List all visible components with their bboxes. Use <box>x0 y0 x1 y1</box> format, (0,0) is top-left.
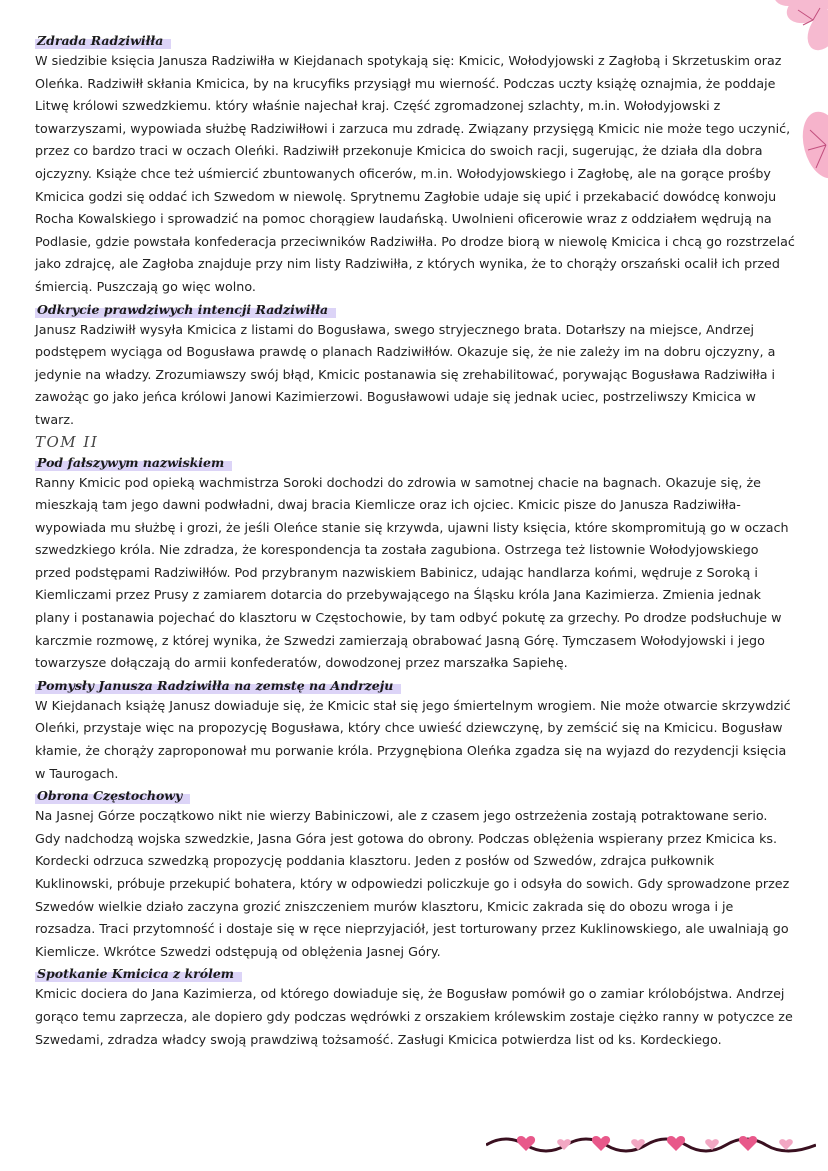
section-text: Kmicic dociera do Jana Kazimierza, od którego dowiaduje się, że Bogusław pomówił go o zamiar królobójstwa. Andrzej gorąco temu zaprzecza, ale dopiero gdy podczas wędrówki z orszakiem królewskim zostaje ciężko ranny w potyczce ze Szwedami, zdradza władcy swoją prawdziwą tożsamość. Zasługi Kmicica potwierdza list od ks. Kordeckiego. <box>35 986 793 1047</box>
section-heading: Spotkanie Kmicica z królem <box>35 965 242 983</box>
section <box>35 452 795 675</box>
section-text: Ranny Kmicic pod opieką wachmistrza Soroki dochodzi do zdrowia w samotnej chacie na bagnach. Okazuje się, że mieszkają tam jego dawni podwładni, dwaj bracia Kiemlicze oraz ich ojciec. Kmicic pisze do Janusza Radziwiłła- wypowiada mu służbę i grozi, że jeśli Oleńce stanie się krzywda, ujawni listy księcia, które skompromitują go w oczach szwedzkiego króla. Nie zdradza, że korespondencja ta została zagubiona. Ostrzega też listownie Wołodyjowskiego przed podstępami Radziwiłłów. Pod przybranym nazwiskiem Babinicz, udając handlarza końmi, wędruje z Soroką i Kiemliczami przez Prusy z zamiarem dotarcia do przebywającego na Śląsku króla Jana Kazimierza. Zmienia jednak plany i postanawia pojechać do klasztoru w Częstochowie, by tam odbyć pokutę za grzechy. Po drodze podsłuchuje w karczmie rozmowę, z której wynika, że Szwedzi zamierzają obrabować Jasną Górę. Tymczasem Wołodyjowski i jego towarzysze dołączają do armii konfederatów, dowodzonej przez marszałka Sapiehę. <box>35 474 789 671</box>
section-text: W Kiejdanach książę Janusz dowiaduje się, że Kmicic stał się jego śmiertelnym wrogiem. Nie może otwarcie skrzywdzić Oleńki, przystaje więc na propozycję Bogusława, który chce uwieść dziewczynę, by zemścić się na Kmicicu. Bogusław kłamie, że chorąży zaproponował mu porwanie króla. Przygnębiona Oleńka zgadza się na wyjazd do rezydencji księcia w Taurogach. <box>35 697 791 781</box>
document-body <box>35 30 795 1051</box>
section-heading: Obrona Częstochowy <box>35 787 190 805</box>
section-text: Janusz Radziwiłł wysyła Kmicica z listami do Bogusława, swego stryjecznego brata. Dotarłszy na miejsce, Andrzej podstępem wyciąga od Bogusława prawdę o planach Radziwiłłów. Okazuje się, że nie zależy im na dobru ojczyzny, a jedynie na władzy. Zrozumiawszy swój błąd, Kmicic postanawia się zrehabilitować, porywając Bogusława Radziwiłła i zawożąc go jako jeńca królowi Janowi Kazimierzowi. Bogusławowi udaje się jednak uciec, postrzeliwszy Kmicica w twarz. <box>35 321 776 427</box>
section <box>35 675 795 785</box>
section <box>35 963 795 1051</box>
section-text: Na Jasnej Górze początkowo nikt nie wierzy Babiniczowi, ale z czasem jego ostrzeżenia zostają potraktowane serio. Gdy nadchodzą wojska szwedzkie, Jasna Góra jest gotowa do obrony. Podczas oblężenia wspierany przez Kmicica ks. Kordecki odrzuca szwedzką propozycję poddania klasztoru. Jeden z posłów od Szwedów, zdrajca pułkownik Kuklinowski, próbuje przekupić bohatera, który w odpowiedzi policzkuje go i odsyła do sowich. Gdy sprowadzone przez Szwedów wielkie działo zaczyna grozić zniszczeniem murów klasztoru, Kmicic zakrada się do obozu wroga i je rozsadza. Traci przytomność i dostaje się w ręce nieprzyjaciół, jest torturowany przez Kuklinowskiego, ale uwalniają go Kiemlicze. Wkrótce Szwedzi odstępują od oblężenia Jasnej Góry. <box>35 808 790 959</box>
section <box>35 785 795 963</box>
volume-label: TOM II <box>35 432 99 451</box>
section <box>35 299 795 432</box>
hearts-border-icon <box>486 1125 816 1161</box>
section-heading: Pod fałszywym nazwiskiem <box>35 454 232 472</box>
section-text: W siedzibie księcia Janusza Radziwiłła w Kiejdanach spotykają się: Kmicic, Wołodyjowski z Zagłobą i Skrzetuskim oraz Oleńka. Radziwiłł skłania Kmicica, by na krucyfiks przysiągł mu wierność. Podczas uczty książę oznajmia, że poddaje Litwę królowi szwedzkiemu. który właśnie najechał kraj. Część zgromadzonej szlachty, m.in. Wołodyjowski z towarzyszami, wypowiada służbę Radziwiłłowi i zarzuca mu zdradę. Związany przysięgą Kmicic nie może tego uczynić, przez co bardzo traci w oczach Oleńki. Radziwiłł przekonuje Kmicica do swoich racji, sugerując, że działa dla dobra ojczyzny. Książe chce też uśmiercić zbuntowanych oficerów, m.in. Wołodyjowskiego i Zagłobę, ale na gorące prośby Kmicica godzi się oddać ich Szwedom w niewolę. Sprytnemu Zagłobie udaje się upić i przekabacić dowódcę konwoju Rocha Kowalskiego i sprowadzić na pomoc chorągiew laudańską. Uwolnieni oficerowie wraz z oddziałem wędrują na Podlasie, gdzie powstała konfederacja przeciwników Radziwiłła. Po drodze biorą w niewolę Kmicica i chcą go rozstrzelać jako zdrajcę, ale Zagłoba znajduje przy nim listy Radziwiłła, z których wynika, że to chorąży orszański ocalił ich przed śmiercią. Puszczają go więc wolno. <box>35 53 795 294</box>
section-heading: Pomysły Janusza Radziwiłła na zemstę na Andrzeju <box>35 677 401 695</box>
section <box>35 30 795 299</box>
section-heading: Zdrada Radziwiłła <box>35 32 171 50</box>
section-heading: Odkrycie prawdziwych intencji Radziwiłła <box>35 301 336 319</box>
